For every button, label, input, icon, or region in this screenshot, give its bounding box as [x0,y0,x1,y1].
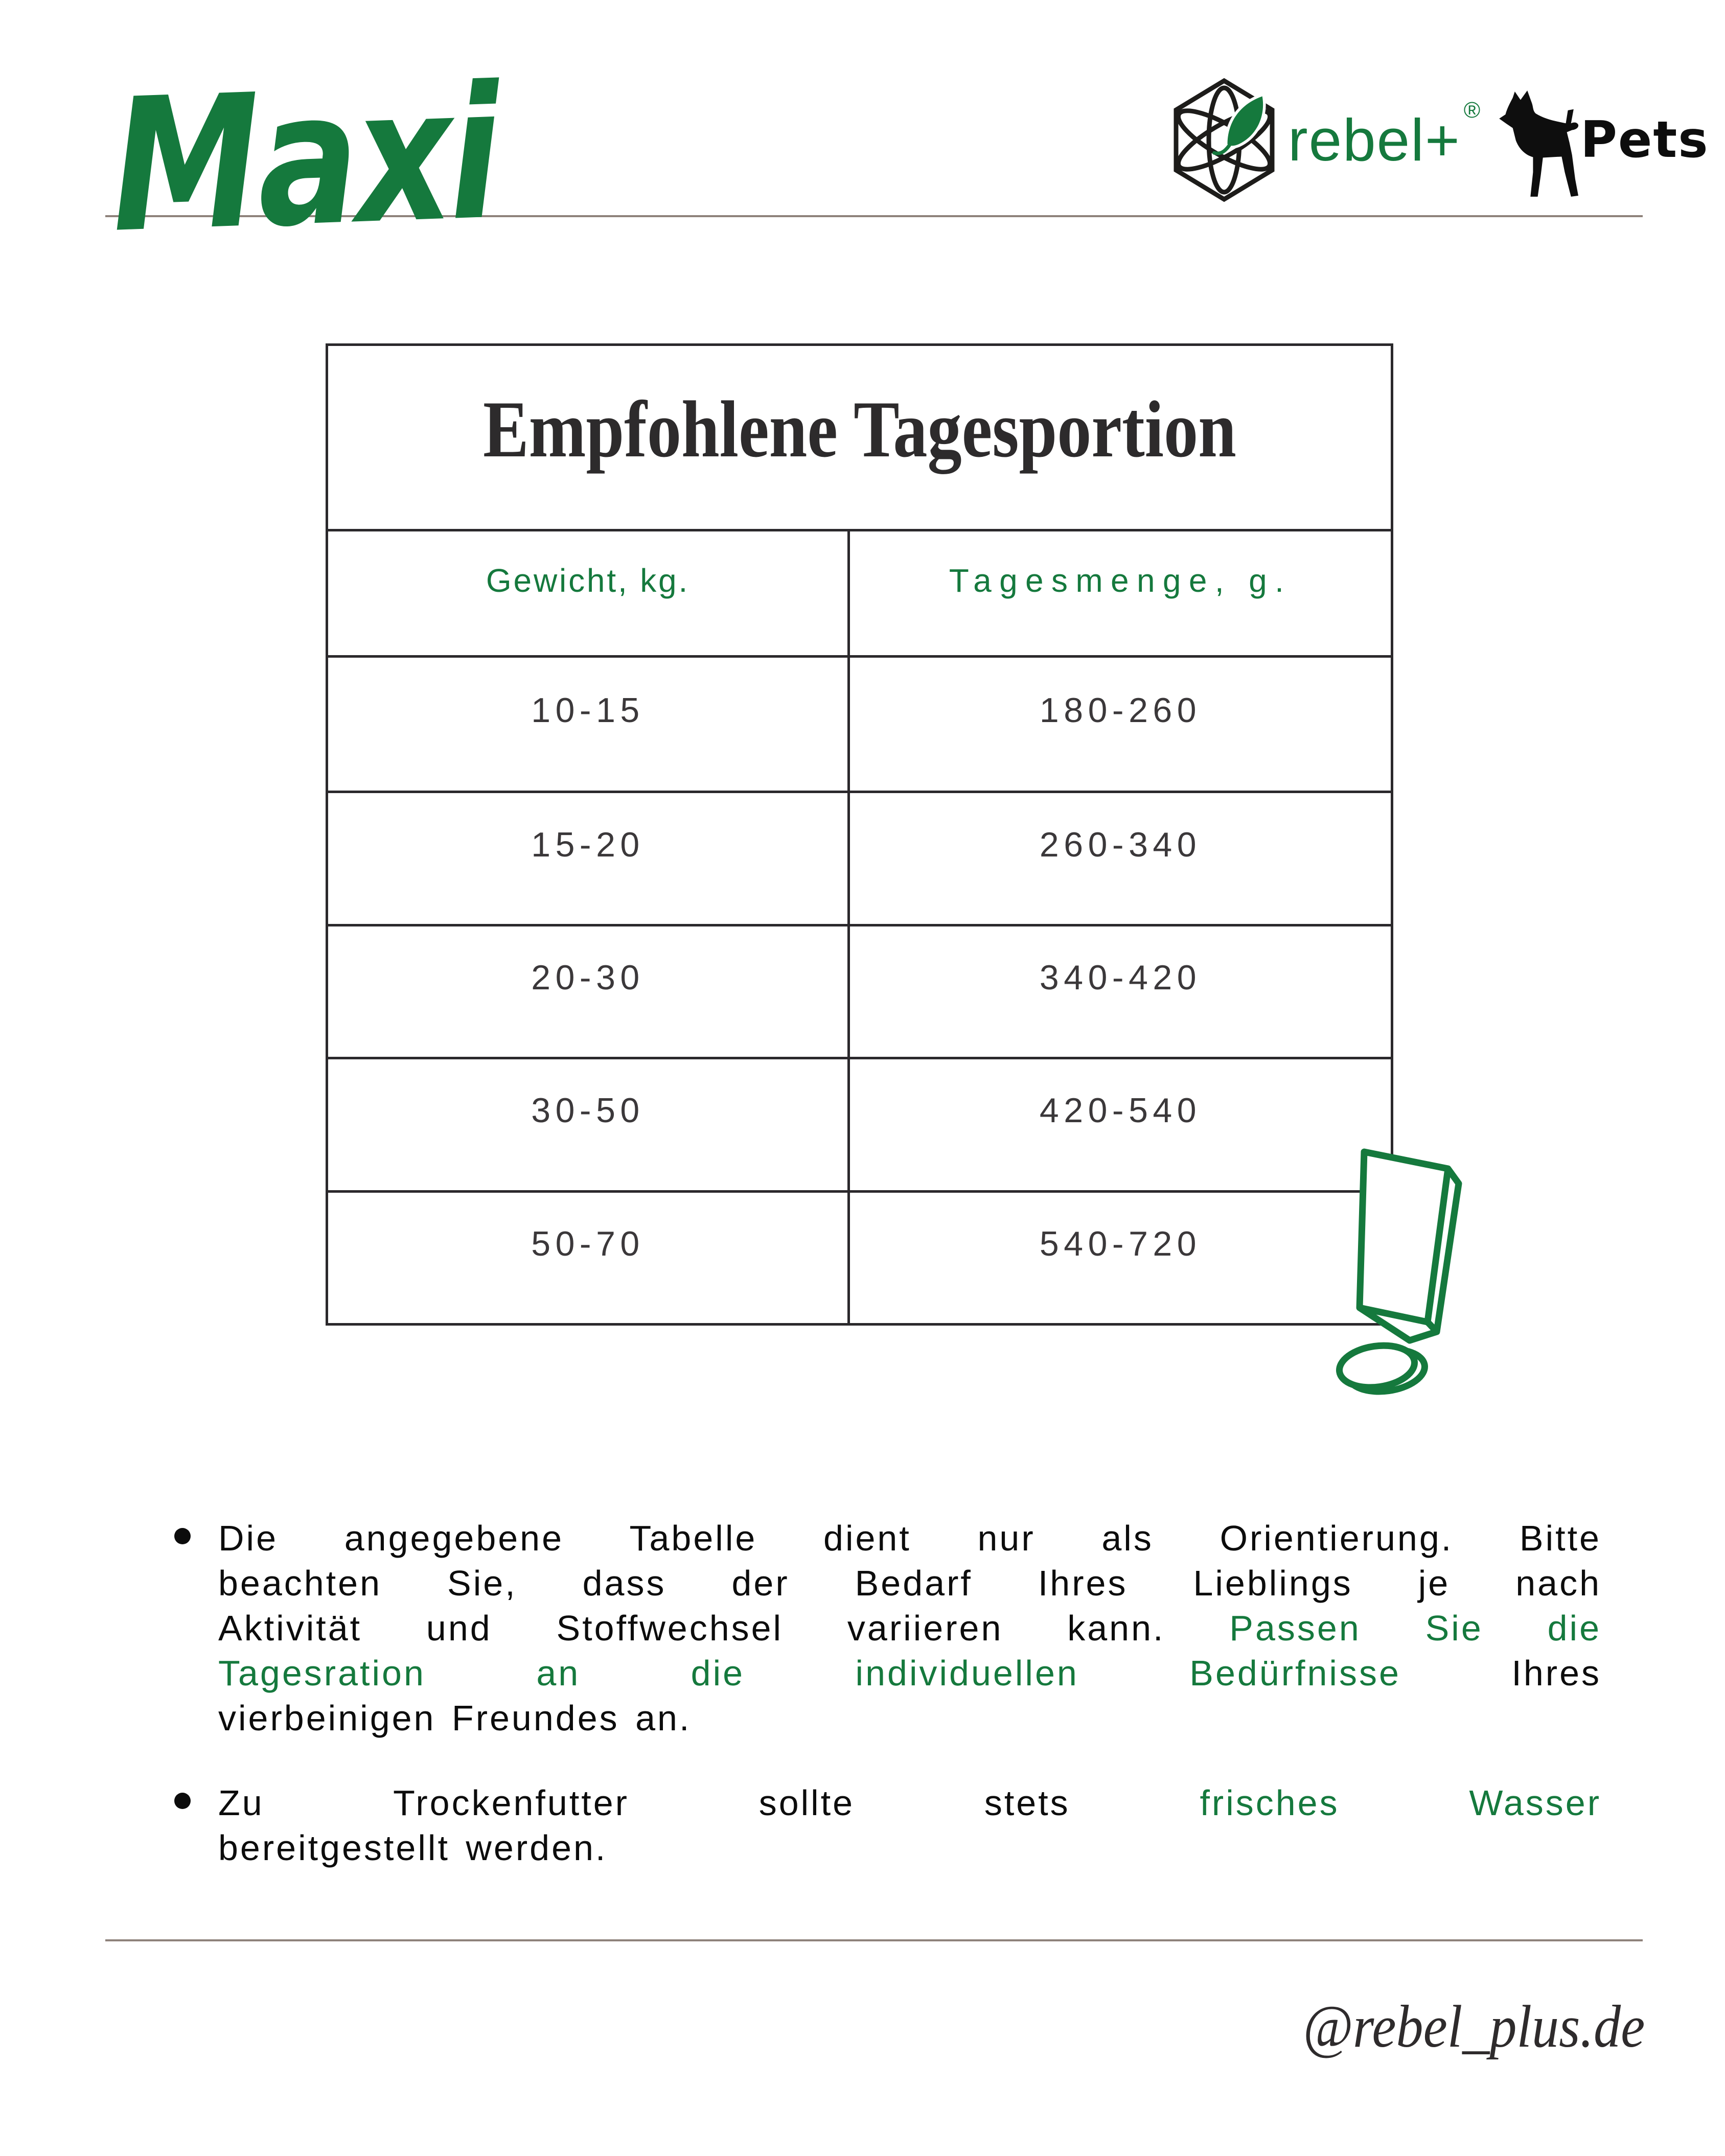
registered-mark: ® [1463,98,1481,123]
brand-suffix: Pets [1580,111,1709,169]
table-title-text: Empfohlene Tagesportion [482,385,1236,474]
brand-wordmark: rebel+ [1288,107,1461,173]
amount-cell: 420-540 [1039,1091,1202,1130]
weight-cell: 20-30 [328,926,850,1057]
table-header-row [328,529,1391,658]
table-title [328,346,1391,529]
note-line [218,1606,1601,1651]
column-header-weight: Gewicht, kg. [328,531,850,655]
amount-cell: 340-420 [1039,958,1202,997]
note-text: bereitgestellt werden. [218,1828,608,1868]
brand-logo [1171,78,1709,202]
social-handle-text: @rebel_plus.de [1303,1993,1645,2060]
note-text-highlight: frisches Wasser [1200,1783,1601,1823]
footer-divider [105,1939,1643,1941]
amount-cell: 180-260 [1039,690,1202,730]
note-text-highlight: Passen Sie die [1229,1608,1601,1648]
note-text: beachten Sie, dass der Bedarf Ihres Lieblings je nach [218,1563,1601,1603]
product-name: Maxi [107,47,501,273]
note-text: Ihres [1400,1653,1601,1693]
note-line [218,1516,1601,1561]
table-row [328,924,1391,1057]
note-line [218,1696,1601,1741]
note-text: Die angegebene Tabelle dient nur als Orientierung. Bitte [218,1518,1601,1558]
note-line [218,1825,1601,1870]
note-text: Aktivität und Stoffwechsel variieren kann. [218,1608,1230,1648]
weight-cell: 50-70 [328,1193,850,1323]
note-item [218,1516,1601,1741]
social-handle [1265,1992,1645,2061]
weight-cell: 30-50 [328,1059,850,1190]
table-row [328,1057,1391,1190]
note-line [218,1780,1601,1825]
feeding-table [326,343,1393,1326]
note-item [218,1780,1601,1870]
amount-cell: 540-720 [1039,1224,1202,1263]
column-header-amount: Tagesmenge, g. [949,562,1292,599]
note-text: Zu Trockenfutter sollte stets [218,1783,1200,1823]
weight-cell: 15-20 [328,793,850,923]
note-line [218,1561,1601,1606]
amount-cell: 260-340 [1039,825,1202,864]
note-line [218,1651,1601,1696]
note-text: vierbeinigen Freundes an. [218,1698,692,1738]
exclamation-mark-illustration [1329,1119,1482,1398]
dog-icon [1485,86,1586,201]
table-row [328,1190,1391,1323]
hexagon-flower-icon [1171,78,1277,202]
note-text-highlight: Tagesration an die individuellen Bedürfnisse [218,1653,1401,1693]
weight-cell: 10-15 [328,658,850,791]
table-row [328,791,1391,923]
table-row [328,658,1391,791]
notes-list [218,1516,1601,1870]
